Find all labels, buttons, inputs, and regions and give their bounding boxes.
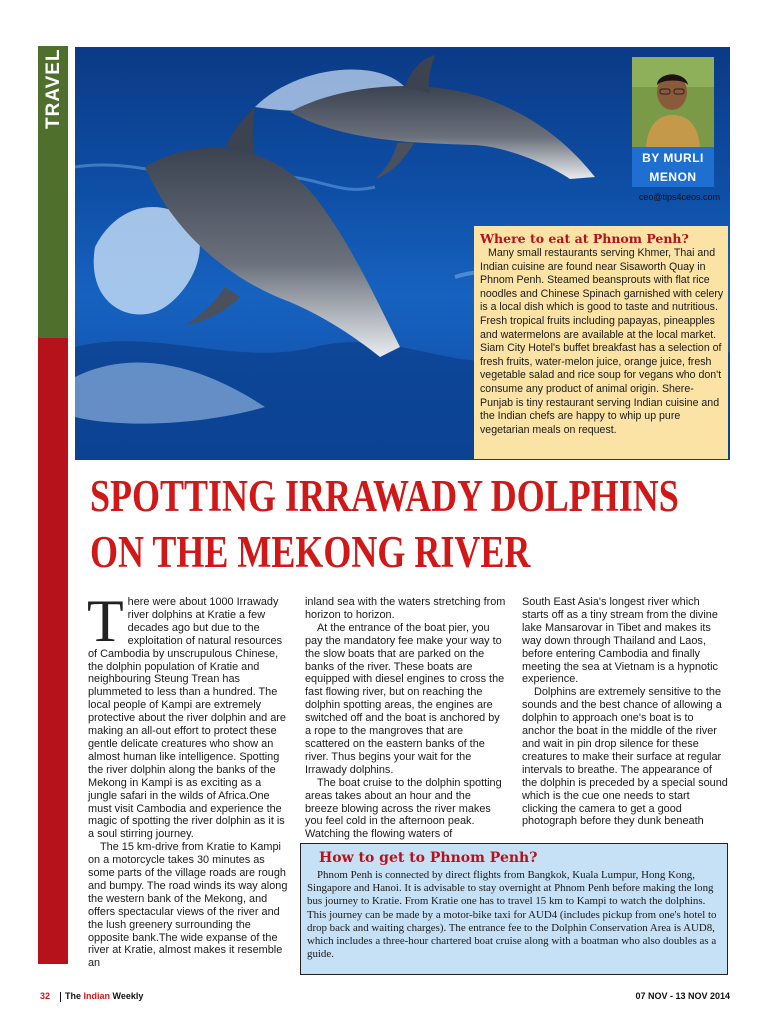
article-paragraph: inland sea with the waters stretching from horizon to horizon. (305, 596, 506, 621)
article-column-2 (305, 596, 507, 841)
article-paragraph: There were about 1000 Irrawady river dolphins at Kratie a few decades ago but due to the exploitation of natural resources of Cambodia by unscrupulous Chinese, the dolphin population of Kratie and neighbouring Steung Trean has plummeted to less than a hundred. The local people of Kampi are extremely protective about the river dolphin and are making an all-out effort to protect these gentle delicate creatures who show an almost human like intelligence. Spotting the river dolphin along the banks of the Mekong in Kampi is as exciting as a jungle safari in the wilds of Africa.One must visit Cambodia and experience the magic of spotting the river dolphin as it is a soul stirring journey. (87, 588, 286, 841)
sidebar-where-to-eat (474, 226, 728, 459)
headline-line-1: SPOTTING IRRAWADY DOLPHINS (90, 471, 679, 521)
drop-cap: T (87, 588, 124, 654)
article-paragraph: At the entrance of the boat pier, you pay the mandatory fee make your way to the slow boats that are parked on the banks of the river. These boats are equipped with diesel engines to cross the fast flowing river, but on reaching the dolphin spotting areas, the engines are switched off and the boat is anchored by a rope to the mangroves that are scattered on the eastern banks of the river. Thus begins your wait for the Irrawady dolphins. (305, 621, 505, 776)
author-email: ceo@tips4ceos.com (638, 192, 720, 202)
author-portrait (632, 57, 714, 147)
pub-weekly: Weekly (112, 991, 144, 1001)
footer-divider (60, 992, 61, 1002)
issue-date: 07 NOV - 13 NOV 2014 (635, 991, 730, 1001)
byline-name-top: BY MURLI (642, 151, 704, 165)
sidebar-get-title: How to get to Phnom Penh? (319, 850, 538, 866)
publication-name (60, 991, 143, 1002)
article-paragraph: The boat cruise to the dolphin spotting areas takes about an hour and the breeze blowing across the river makes you feel cold in the afternoon peak. Watching the flowing waters of (305, 776, 502, 841)
article-paragraph: Dolphins are extremely sensitive to the sounds and the best chance of allowing a dolphin to approach one's boat is to anchor the boat in the middle of the river and wait in pin drop silence for these creatures to make their surface at regular intervals to breathe. The appearance of the dolphin is preceded by a special sound which is the cue one needs to start clicking the camera to get a good photograph before they dunk beneath (522, 686, 728, 828)
article-headline (90, 468, 679, 580)
byline-name-bottom: MENON (649, 170, 697, 184)
author-byline (632, 149, 714, 187)
article-paragraph: South East Asia's longest river which starts off as a tiny stream from the divine lake Mansarovar in Tibet and makes its way down through Thailand and Laos, before entering Cambodia and finally meeting the sea at Vietnam is a hypnotic experience. (522, 596, 718, 686)
author-photo (632, 57, 714, 147)
section-label: TRAVEL (43, 48, 64, 129)
pub-the: The (65, 991, 82, 1001)
headline-line-2: ON THE MEKONG RIVER (90, 527, 531, 577)
sidebar-eat-body: Many small restaurants serving Khmer, Thai and Indian cuisine are found near Sisaworth Quay in Phnom Penh. Steamed beansprouts with flat rice noodles and Chinese Spinach garnished with celery is a local dish which is good to taste and nutritious. Fresh tropical fruits including papayas, pineapples and watermelons are available at the local market. Siam City Hotel's buffet breakfast has a selection of fresh fruits, water-melon juice, orange juice, fresh vegetable salad and rice soup for vegans who don't consume any product of animal origin. Shere-Punjab is tiny restaurant serving Indian cuisine and the Indian chefs are happy to whip up pure vegetarian meals on request. (480, 247, 724, 436)
sidebar-get-body: Phnom Penh is connected by direct flights from Bangkok, Kuala Lumpur, Hong Kong, Singapore and Hanoi. It is advisable to stay overnight at Phnom Penh before making the long bus journey to Kratie. From Kratie one has to travel 15 km to Kampi to watch the dolphins. This journey can be made by a motor-bike taxi for AUD4 (includes pickup from one's hotel to drop back and waiting charges). The entrance fee to the Dolphin Conservation Area is AUD8, which includes a three-hour chartered boat cruise along with a boatman who also doubles as a guide. (307, 869, 717, 961)
pub-indian: Indian (83, 991, 111, 1001)
author-box (632, 57, 714, 187)
section-tab (38, 46, 68, 338)
article-paragraph: The 15 km-drive from Kratie to Kampi on a motorcycle takes 30 minutes as some parts of the village roads are rough and bumpy. The road winds its way along the western bank of the Mekong, and offers spectacular views of the river and the lush greenery surrounding the opposite bank.The wide expanse of the river at Kratie, almost makes it resemble an (88, 841, 288, 970)
article-column-3 (522, 596, 728, 828)
article-column-1 (87, 588, 288, 970)
page-number: 32 (40, 991, 51, 1001)
sidebar-eat-title: Where to eat at Phnom Penh? (480, 231, 689, 246)
section-tab-accent (38, 338, 68, 964)
sidebar-how-to-get-there (300, 843, 728, 975)
